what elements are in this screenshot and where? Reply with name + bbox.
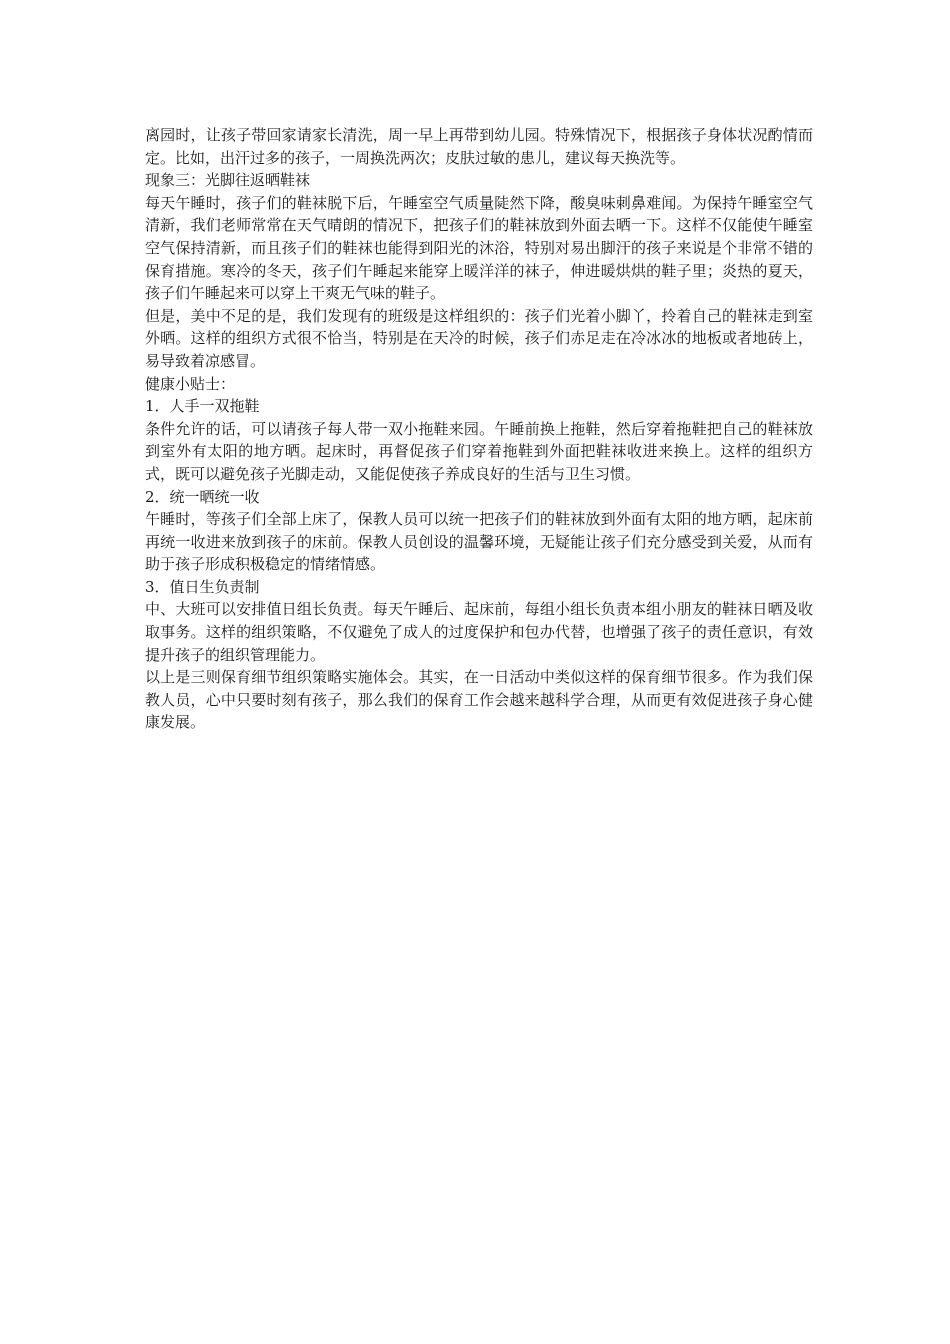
paragraph-barefoot-issue: 但是，美中不足的是，我们发现有的班级是这样组织的：孩子们光着小脚丫，拎着自己的鞋袜走到室外晒。这样的组织方式很不恰当，特别是在天冷的时候，孩子们赤足走在冷冰冰的地板或者地砖上，易导致着凉感冒。 [145, 306, 813, 370]
tip-one-heading: 1．人手一双拖鞋 [145, 397, 260, 416]
tip-two-heading: 2．统一晒统一收 [145, 487, 260, 506]
document-body [145, 124, 813, 734]
paragraph-laundry-continued: 离园时，让孩子带回家请家长清洗，周一早上再带到幼儿园。特殊情况下，根据孩子身体状况酌情而定。比如，出汗过多的孩子，一周换洗两次；皮肤过敏的患儿，建议每天换洗等。 [145, 126, 813, 167]
section-heading-phenomenon-three: 现象三：光脚往返晒鞋袜 [145, 171, 311, 190]
tip-one-text: 条件允许的话，可以请孩子每人带一双小拖鞋来园。午睡前换上拖鞋，然后穿着拖鞋把自己的鞋袜放到室外有太阳的地方晒。起床时，再督促孩子们穿着拖鞋到外面把鞋袜收进来换上。这样的组织方式，既可以避免孩子光脚走动，又能促使孩子养成良好的生活与卫生习惯。 [145, 419, 813, 483]
tips-heading: 健康小贴士： [145, 374, 236, 393]
paragraph-nap-shoes: 每天午睡时，孩子们的鞋袜脱下后，午睡室空气质量陡然下降，酸臭味刺鼻难闻。为保持午睡室空气清新，我们老师常常在天气晴朗的情况下，把孩子们的鞋袜放到外面去晒一下。这样不仅能使午睡室空气保持清新，而且孩子们的鞋袜也能得到阳光的沐浴，特别对易出脚汗的孩子来说是个非常不错的保育措施。寒冷的冬天，孩子们午睡起来能穿上暖洋洋的袜子，伸进暖烘烘的鞋子里；炎热的夏天，孩子们午睡起来可以穿上干爽无气味的鞋子。 [145, 193, 813, 303]
tip-three-heading: 3．值日生负责制 [145, 577, 260, 596]
tip-three-text: 中、大班可以安排值日组长负责。每天午睡后、起床前，每组小组长负责本组小朋友的鞋袜日晒及收取事务。这样的组织策略，不仅避免了成人的过度保护和包办代替，也增强了孩子的责任意识，有效提升孩子的组织管理能力。 [145, 600, 813, 664]
tip-two-text: 午睡时，等孩子们全部上床了，保教人员可以统一把孩子们的鞋袜放到外面有太阳的地方晒，起床前再统一收进来放到孩子的床前。保教人员创设的温馨环境，无疑能让孩子们充分感受到关爱，从而有助于孩子形成积极稳定的情绪情感。 [145, 510, 813, 574]
paragraph-conclusion: 以上是三则保育细节组织策略实施体会。其实，在一日活动中类似这样的保育细节很多。作为我们保教人员，心中只要时刻有孩子，那么我们的保育工作会越来越科学合理，从而更有效促进孩子身心健康发展。 [145, 668, 813, 732]
